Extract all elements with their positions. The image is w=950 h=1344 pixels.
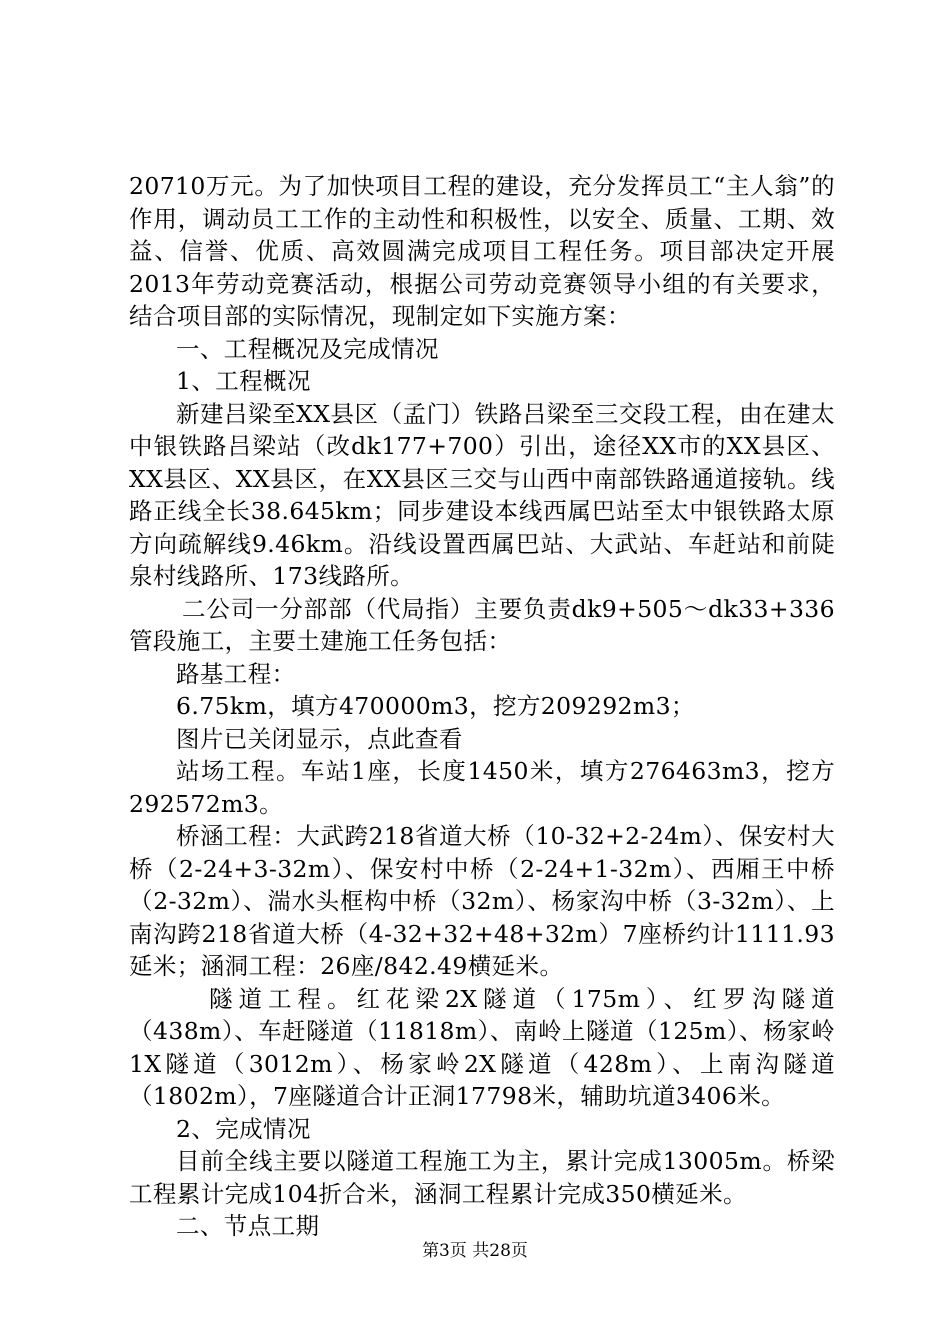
paragraph-responsibility: 二公司一分部部（代局指）主要负责dk9+505～dk33+336管段施工，主要土建施工任务包括： <box>129 594 835 655</box>
page-number-footer: 第3页 共28页 <box>422 1241 528 1261</box>
paragraph-roadbed-quantities: 6.75km，填方470000m3，挖方209292m3； <box>176 692 695 720</box>
paragraph-bridges: 桥涵工程：大武跨218省道大桥（10-32+2-24m）、保安村大桥（2-24+3-32m）、保安村中桥（2-24+1-32m）、西厢王中桥（2-32m）、湍水头框构中桥（32m）、杨家沟中桥（3-32m）、上南沟跨218省道大桥（4-32+32+48+32m）7座桥约计1111.93延米；涵洞工程：26座/842.49横延米。 <box>129 822 835 980</box>
paragraph-project-overview: 新建吕梁至XX县区（孟门）铁路吕梁至三交段工程，由在建太中银铁路吕梁站（改dk177+700）引出，途径XX市的XX县区、XX县区、XX县区，在XX县区三交与山西中南部铁路通道接轨。线路正线全长38.645km；同步建设本线西属巴站至太中银铁路太原方向疏解线9.46km。沿线设置西属巴站、大武站、车赶站和前陡泉村线路所、173线路所。 <box>129 399 835 590</box>
paragraph-completion: 目前全线主要以隧道工程施工为主，累计完成13005m。桥梁工程累计完成104折合米，涵洞工程累计完成350横延米。 <box>129 1147 835 1208</box>
heading-roadbed: 路基工程： <box>176 659 296 688</box>
paragraph-intro: 20710万元。为了加快项目工程的建设，充分发挥员工“主人翁”的作用，调动员工工作的主动性和积极性，以安全、质量、工期、效益、信誉、优质、高效圆满完成项目工程任务。项目部决定开展2013年劳动竞赛活动，根据公司劳动竞赛领导小组的有关要求，结合项目部的实际情况，现制定如下实施方案： <box>129 172 835 330</box>
heading-subsection-1: 1、工程概况 <box>176 367 311 395</box>
heading-subsection-2: 2、完成情况 <box>176 1114 311 1143</box>
image-hidden-notice-link[interactable]: 图片已关闭显示，点此查看 <box>176 724 463 753</box>
document-body <box>129 170 835 1243</box>
heading-section-1: 一、工程概况及完成情况 <box>176 334 439 363</box>
paragraph-station: 站场工程。车站1座，长度1450米，填方276463m3，挖方292572m3。 <box>129 757 835 818</box>
heading-section-2: 二、节点工期 <box>176 1212 320 1240</box>
paragraph-tunnels: 隧道工程。红花梁2X隧道（175m）、红罗沟隧道（438m）、车赶隧道（11818m）、南岭上隧道（125m）、杨家岭1X隧道（3012m）、杨家岭2X隧道（428m）、上南沟隧道（1802m），7座隧道合计正洞17798米，辅助坑道3406米。 <box>129 984 835 1110</box>
